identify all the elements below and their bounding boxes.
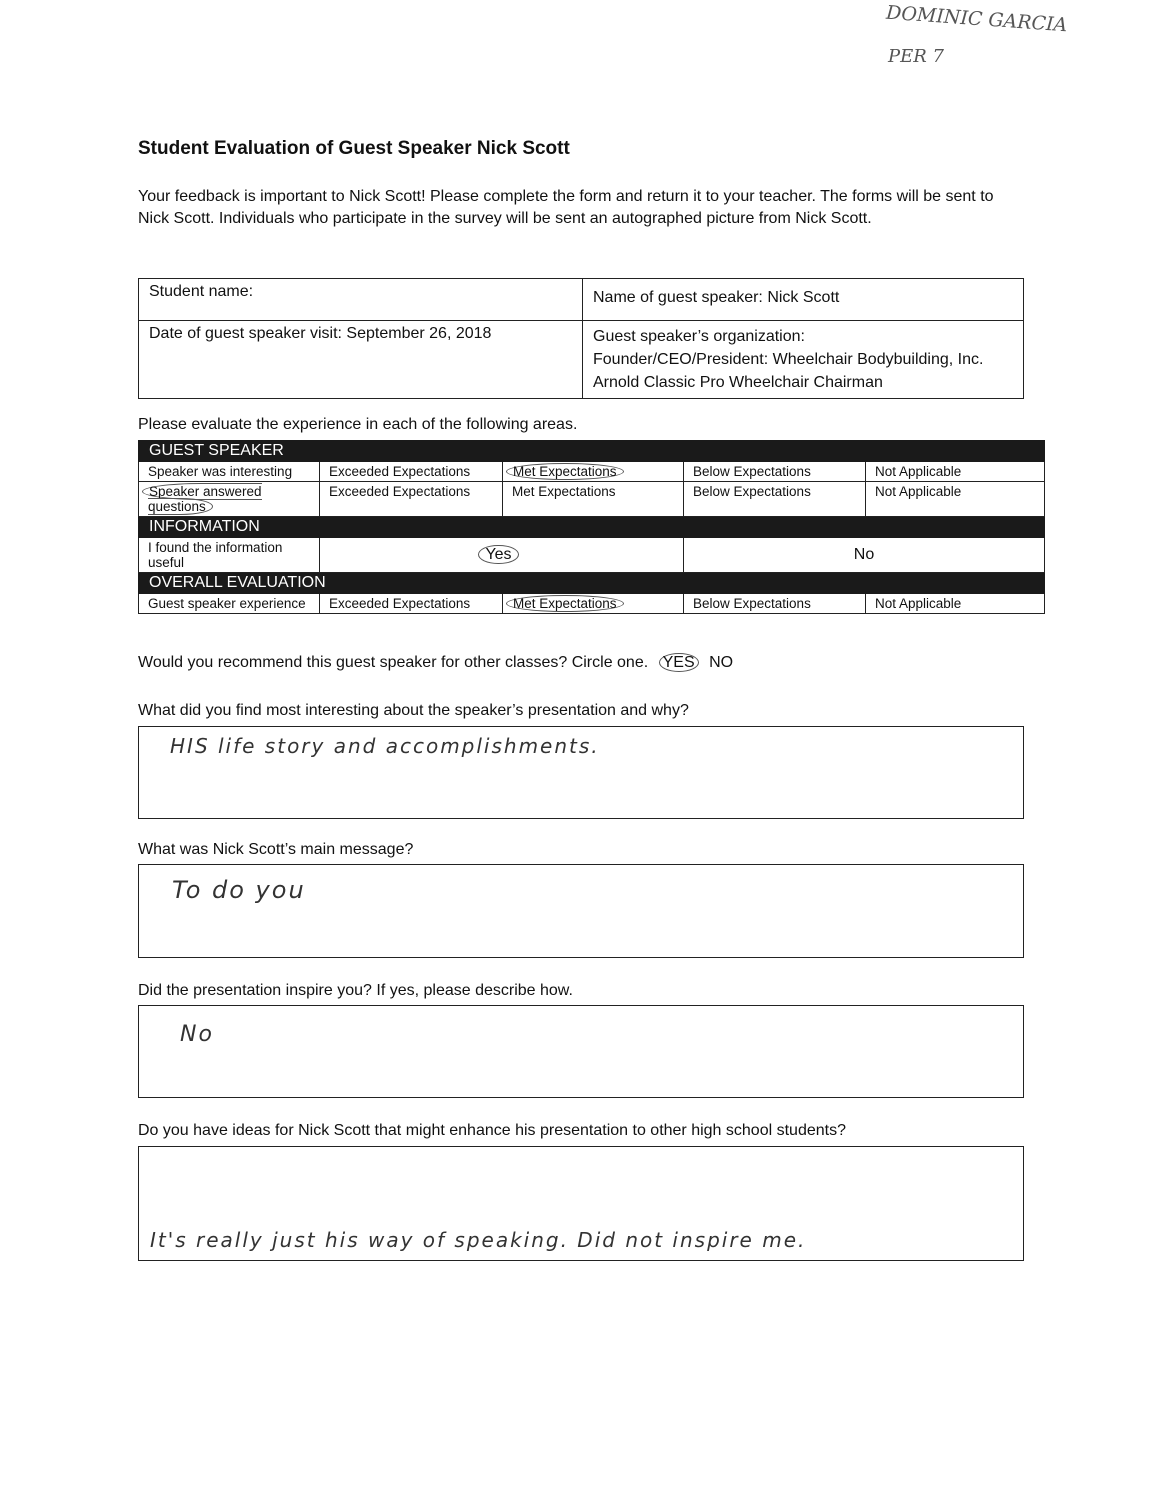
- option-exceeded[interactable]: Exceeded Expectations: [320, 482, 503, 517]
- option-below[interactable]: Below Expectations: [684, 462, 866, 482]
- question-main-message: What was Nick Scott’s main message?: [138, 841, 414, 858]
- option-met-selected[interactable]: Met Expectations: [503, 462, 684, 482]
- answer-box-inspire[interactable]: [138, 1005, 1024, 1098]
- recommend-yes-selected[interactable]: YES: [659, 653, 699, 672]
- recommend-no[interactable]: NO: [709, 654, 734, 671]
- intro-paragraph: Your feedback is important to Nick Scott! Please complete the form and return it to your teacher. The forms will be sent to Nick Scott. Individuals who participate in the survey will be sent an autographed picture from Nick Scott.: [138, 188, 994, 227]
- option-below[interactable]: Below Expectations: [684, 594, 866, 614]
- visit-date-cell: Date of guest speaker visit: September 26, 2018: [139, 321, 583, 399]
- option-not-applicable[interactable]: Not Applicable: [866, 462, 1045, 482]
- option-exceeded[interactable]: Exceeded Expectations: [320, 594, 503, 614]
- student-name-field[interactable]: Student name:: [139, 279, 583, 321]
- section-information: INFORMATION: [139, 517, 1045, 538]
- option-not-applicable[interactable]: Not Applicable: [866, 594, 1045, 614]
- row-label: Guest speaker experience: [139, 594, 320, 614]
- row-label: I found the information useful: [139, 538, 320, 573]
- speaker-info-table: [138, 278, 1024, 399]
- guest-speaker-name-cell: Name of guest speaker: Nick Scott: [583, 279, 1024, 321]
- question-most-interesting: What did you find most interesting about the speaker’s presentation and why?: [138, 702, 689, 719]
- answer-ideas: It's really just his way of speaking. Did not inspire me.: [150, 1228, 807, 1252]
- section-guest-speaker: GUEST SPEAKER: [139, 441, 1045, 462]
- answer-most-interesting: HIS life story and accomplishments.: [170, 734, 600, 758]
- option-met[interactable]: Met Expectations: [503, 482, 684, 517]
- option-not-applicable[interactable]: Not Applicable: [866, 482, 1045, 517]
- recommend-question: Would you recommend this guest speaker for other classes? Circle one. YES NO: [138, 654, 734, 671]
- evaluation-table: [138, 440, 1045, 614]
- period-handwritten: PER 7: [888, 46, 944, 67]
- option-yes-selected[interactable]: Yes: [320, 538, 684, 573]
- answer-main-message: To do you: [172, 876, 306, 904]
- option-no[interactable]: No: [684, 538, 1045, 573]
- page-title: Student Evaluation of Guest Speaker Nick Scott: [138, 138, 570, 159]
- section-overall: OVERALL EVALUATION: [139, 573, 1045, 594]
- row-label: Speaker was interesting: [139, 462, 320, 482]
- option-exceeded[interactable]: Exceeded Expectations: [320, 462, 503, 482]
- organization-cell: Guest speaker’s organization: Founder/CEO/President: Wheelchair Bodybuilding, Inc. Arnold Classic Pro Wheelchair Chairman: [583, 321, 1024, 399]
- question-inspire: Did the presentation inspire you? If yes, please describe how.: [138, 982, 573, 999]
- student-name-handwritten: DOMINIC GARCIA: [885, 1, 1068, 37]
- option-below[interactable]: Below Expectations: [684, 482, 866, 517]
- evaluate-heading: Please evaluate the experience in each of the following areas.: [138, 416, 578, 433]
- answer-inspire: No: [180, 1022, 214, 1047]
- option-met-selected[interactable]: Met Expectations: [503, 594, 684, 614]
- question-ideas: Do you have ideas for Nick Scott that might enhance his presentation to other high school students?: [138, 1122, 846, 1139]
- row-label-circled: Speaker answered questions: [139, 482, 320, 517]
